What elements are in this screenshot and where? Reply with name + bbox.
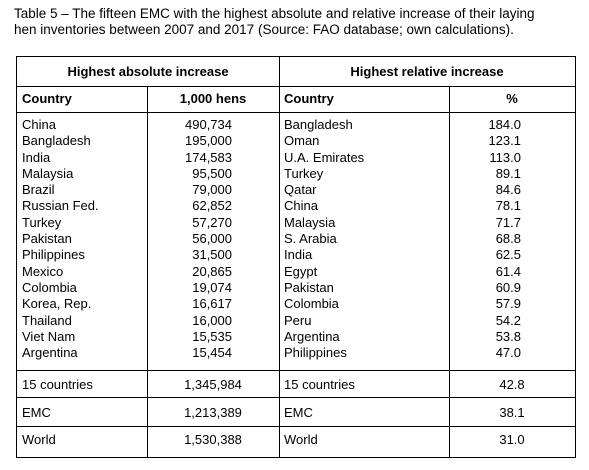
table-cell: Viet Nam [22,328,76,344]
table-cell: Philippines [22,247,85,263]
world-value-b: 31.0 [499,432,525,447]
table-cell: Russian Fed. [22,198,99,214]
total-value-b: 42.8 [499,377,525,392]
rule-middle [279,57,280,457]
data-table [16,56,576,458]
table-cell: 20,865 [192,263,232,279]
column-header-hens: 1,000 hens [179,91,247,106]
table-cell: Oman [284,133,320,149]
table-cell: 184.0 [488,117,521,132]
table-cell: 16,000 [192,312,232,328]
table-cell: 62,852 [192,198,232,214]
table-cell: Bangladesh [284,117,353,132]
table-cell: Argentina [22,345,78,361]
table-cell: Malaysia [22,165,74,181]
table-cell: Malaysia [284,214,336,230]
total-label-b: 15 countries [284,377,355,392]
total-value-a: 1,345,984 [184,377,242,392]
table-cell: Pakistan [284,279,334,295]
table-cell: 53.8 [495,328,521,344]
table-cell: China [22,117,56,132]
emc-label-a: EMC [22,405,51,420]
table-cell: Egypt [284,263,318,279]
table-cell: 78.1 [495,198,521,214]
table-cell: 60.9 [495,279,521,295]
caption-line-2: hen inventories between 2007 and 2017 (Source: FAO database; own calculations). [14,22,514,37]
table-cell: 84.6 [495,182,521,198]
table-cell: Turkey [22,214,62,230]
column-header-percent: % [506,91,518,106]
table-cell: 54.2 [495,312,521,328]
table-cell: 174,583 [185,149,232,165]
table-cell: 19,074 [192,279,232,295]
table-cell: 62.5 [495,247,521,263]
rule-below-15-countries [17,397,575,398]
table-cell: Bangladesh [22,133,91,149]
world-value-a: 1,530,388 [184,432,242,447]
table-cell: Mexico [22,263,64,279]
table-caption [14,6,584,38]
table-cell: 15,535 [192,328,232,344]
table-cell: Brazil [22,182,55,198]
table-cell: India [22,149,51,165]
table-cell: 123.1 [488,133,521,149]
table-cell: Turkey [284,165,324,181]
rule-below-body [17,370,575,371]
table-cell: 47.0 [495,345,521,361]
emc-value-b: 38.1 [499,405,525,420]
caption-line-1: Table 5 – The fifteen EMC with the highest absolute and relative increase of their laying [14,6,535,21]
table-cell: Korea, Rep. [22,296,92,312]
table-cell: China [284,198,318,214]
table-cell: Pakistan [22,231,72,247]
table-cell: 15,454 [192,345,232,361]
table-cell: 79,000 [192,182,232,198]
table-cell: 71.7 [495,214,521,230]
table-cell: 56,000 [192,231,232,247]
relative-value-list [449,117,521,361]
group-header-absolute: Highest absolute increase [67,64,229,79]
table-cell: 490,734 [185,117,232,132]
table-cell: Peru [284,312,312,328]
rule-below-emc [17,426,575,427]
table-cell: Philippines [284,345,347,361]
table-cell: 89.1 [495,165,521,181]
world-label-a: World [22,432,56,447]
column-header-country-a: Country [22,91,72,106]
table-cell: U.A. Emirates [284,149,365,165]
absolute-value-list [147,117,232,361]
group-header-relative: Highest relative increase [350,64,504,79]
table-cell: 16,617 [192,296,232,312]
table-cell: Thailand [22,312,72,328]
total-label-a: 15 countries [22,377,93,392]
table-cell: Qatar [284,182,317,198]
rule-below-group-header [17,86,575,87]
relative-country-list [284,117,364,361]
table-cell: 31,500 [192,247,232,263]
table-cell: 61.4 [495,263,521,279]
table-cell: 195,000 [185,133,232,149]
table-cell: 57.9 [495,296,521,312]
table-cell: 95,500 [192,165,232,181]
column-header-country-b: Country [284,91,334,106]
world-label-b: World [284,432,318,447]
emc-value-a: 1,213,389 [184,405,242,420]
table-cell: Colombia [22,279,77,295]
table-cell: 113.0 [489,149,521,165]
absolute-country-list [22,117,99,361]
table-cell: India [284,247,313,263]
table-cell: 57,270 [192,214,232,230]
table-cell: Colombia [284,296,339,312]
rule-below-column-header [17,112,575,113]
table-cell: 68.8 [495,231,521,247]
table-cell: Argentina [284,328,340,344]
table-cell: S. Arabia [284,231,337,247]
emc-label-b: EMC [284,405,313,420]
